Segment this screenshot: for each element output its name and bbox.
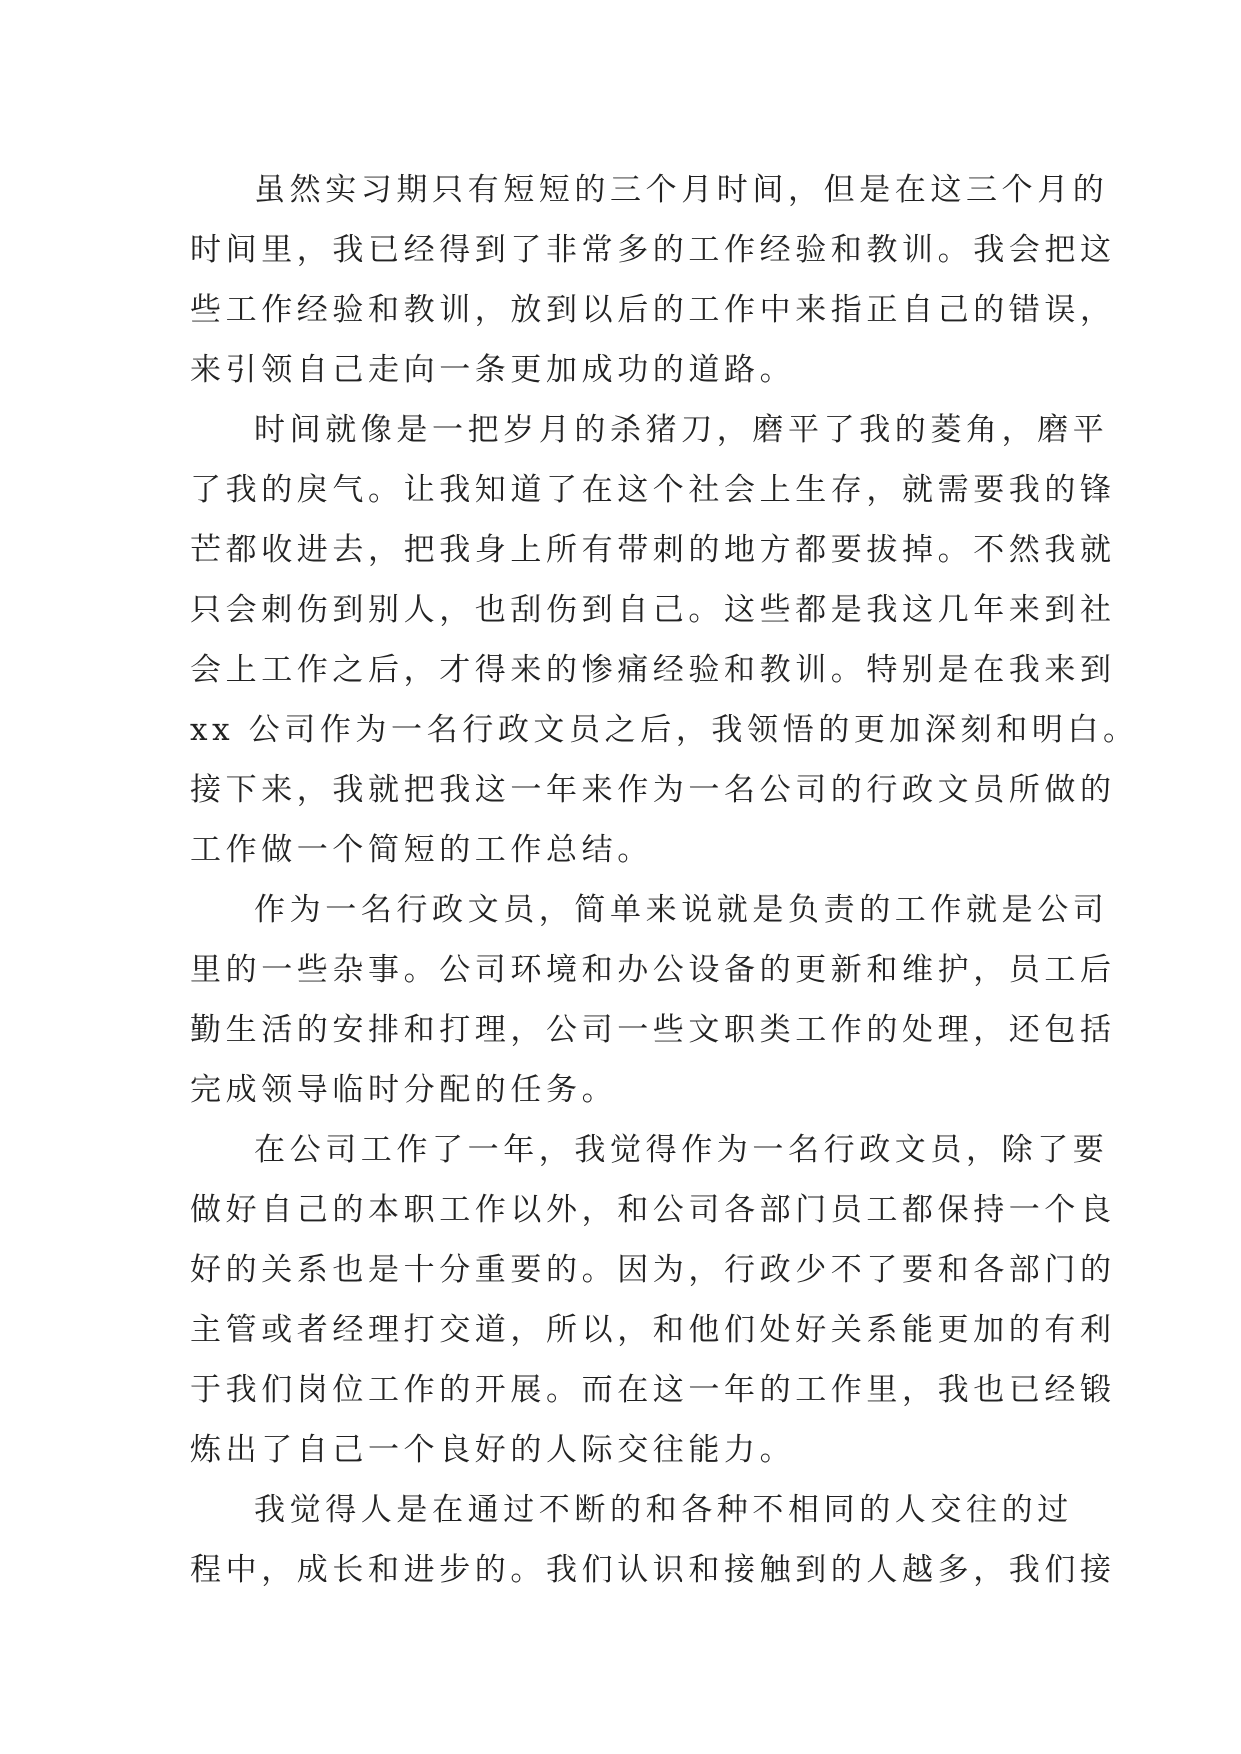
- text-line: 在公司工作了一年，我觉得作为一名行政文员，除了要: [254, 1132, 1109, 1168]
- text-line: 只会刺伤到别人，也刮伤到自己。这些都是我这几年来到社: [190, 592, 1116, 628]
- text-line: 我觉得人是在通过不断的和各种不相同的人交往的过: [254, 1492, 1073, 1528]
- document-body: [190, 160, 1139, 1600]
- paragraph-5: [190, 1480, 1116, 1600]
- text-line: 芒都收进去，把我身上所有带刺的地方都要拔掉。不然我就: [190, 532, 1116, 568]
- text-line: 些工作经验和教训，放到以后的工作中来指正自己的错误，: [190, 292, 1116, 328]
- text-line: 时间里，我已经得到了非常多的工作经验和教训。我会把这: [190, 232, 1116, 268]
- text-line: 了我的戾气。让我知道了在这个社会上生存，就需要我的锋: [190, 472, 1116, 508]
- text-line: 做好自己的本职工作以外，和公司各部门员工都保持一个良: [190, 1192, 1116, 1228]
- paragraph-2: [190, 400, 1139, 880]
- text-line: 里的一些杂事。公司环境和办公设备的更新和维护，员工后: [190, 952, 1116, 988]
- text-line: 主管或者经理打交道，所以，和他们处好关系能更加的有利: [190, 1312, 1116, 1348]
- text-line: 好的关系也是十分重要的。因为，行政少不了要和各部门的: [190, 1252, 1116, 1288]
- text-line: 程中，成长和进步的。我们认识和接触到的人越多，我们接: [190, 1552, 1116, 1588]
- paragraph-3: [190, 880, 1116, 1120]
- text-line: 于我们岗位工作的开展。而在这一年的工作里，我也已经锻: [190, 1372, 1116, 1408]
- text-line: 接下来，我就把我这一年来作为一名公司的行政文员所做的: [190, 772, 1116, 808]
- text-line: 作为一名行政文员，简单来说就是负责的工作就是公司: [254, 892, 1109, 928]
- text-line: 勤生活的安排和打理，公司一些文职类工作的处理，还包括: [190, 1012, 1116, 1048]
- text-line: 虽然实习期只有短短的三个月时间，但是在这三个月的: [254, 172, 1109, 208]
- text-line: 时间就像是一把岁月的杀猪刀，磨平了我的菱角，磨平: [254, 412, 1109, 448]
- text-line: 来引领自己走向一条更加成功的道路。: [190, 352, 796, 388]
- text-line: 炼出了自己一个良好的人际交往能力。: [190, 1432, 796, 1468]
- text-line: 工作做一个简短的工作总结。: [190, 832, 653, 868]
- text-line: 会上工作之后，才得来的惨痛经验和教训。特别是在我来到: [190, 652, 1116, 688]
- paragraph-4: [190, 1120, 1116, 1480]
- text-line: 完成领导临时分配的任务。: [190, 1072, 618, 1108]
- text-line: xx 公司作为一名行政文员之后，我领悟的更加深刻和明白。: [190, 712, 1139, 748]
- paragraph-1: [190, 160, 1116, 400]
